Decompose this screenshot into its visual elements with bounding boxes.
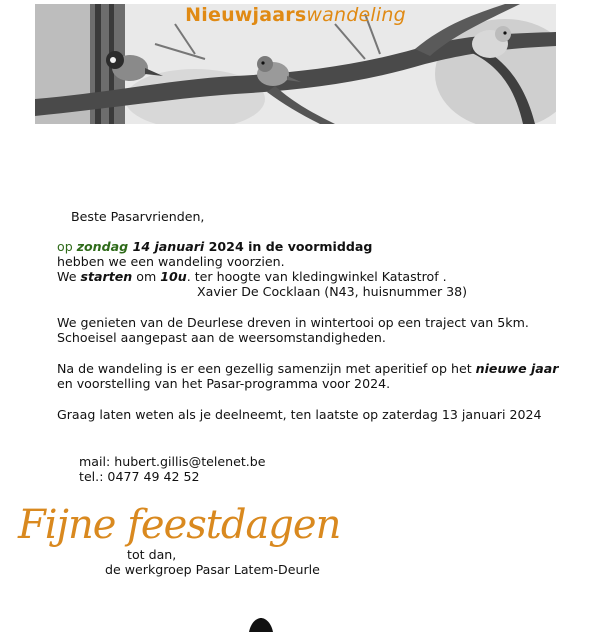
- start-rest: . ter hoogte van kledingwinkel Katastrof .: [186, 269, 447, 284]
- paragraph-register: Graag laten weten als je deelneemt, ten laatste op zaterdag 13 januari 2024: [57, 407, 542, 422]
- start-time: 10u: [160, 269, 187, 284]
- script-greeting: Fijne feestdagen: [18, 502, 341, 548]
- date-prefix: op: [57, 239, 77, 254]
- greeting: Beste Pasarvrienden,: [71, 209, 205, 224]
- paragraph-after-1: [57, 362, 559, 377]
- after-text: Na de wandeling is er een gezellig samenzijn met aperitief op het: [57, 361, 476, 376]
- start-word: starten: [80, 269, 133, 284]
- after-new-year: nieuwe jaar: [475, 361, 559, 376]
- start-we: We: [57, 269, 81, 284]
- date-day: zondag: [76, 239, 129, 254]
- date-date: 14 januari: [128, 239, 205, 254]
- banner-title: [35, 4, 556, 26]
- event-date-line: [57, 240, 372, 255]
- contact-mail[interactable]: mail: hubert.gillis@telenet.be: [79, 454, 266, 469]
- contact-phone: tel.: 0477 49 42 52: [79, 469, 200, 484]
- start-line: [57, 270, 447, 285]
- paragraph-route-2: Schoeisel aangepast aan de weersomstandigheden.: [57, 330, 386, 345]
- header-banner: [35, 4, 556, 124]
- closing-tot-dan: tot dan,: [127, 547, 177, 562]
- paragraph-route-1: We genieten van de Deurlese dreven in wintertooi op een traject van 5km.: [57, 315, 529, 330]
- date-rest: 2024 in de voormiddag: [204, 239, 373, 254]
- banner-title-bold: Nieuwjaars: [185, 4, 307, 26]
- intro-line: hebben we een wandeling voorzien.: [57, 254, 285, 269]
- start-om: om: [132, 269, 161, 284]
- closing-signature: de werkgroep Pasar Latem-Deurle: [105, 562, 320, 577]
- banner-title-rest: wandeling: [306, 4, 406, 26]
- address-line: Xavier De Cocklaan (N43, huisnummer 38): [197, 284, 468, 299]
- paragraph-after-2: en voorstelling van het Pasar-programma voor 2024.: [57, 376, 391, 391]
